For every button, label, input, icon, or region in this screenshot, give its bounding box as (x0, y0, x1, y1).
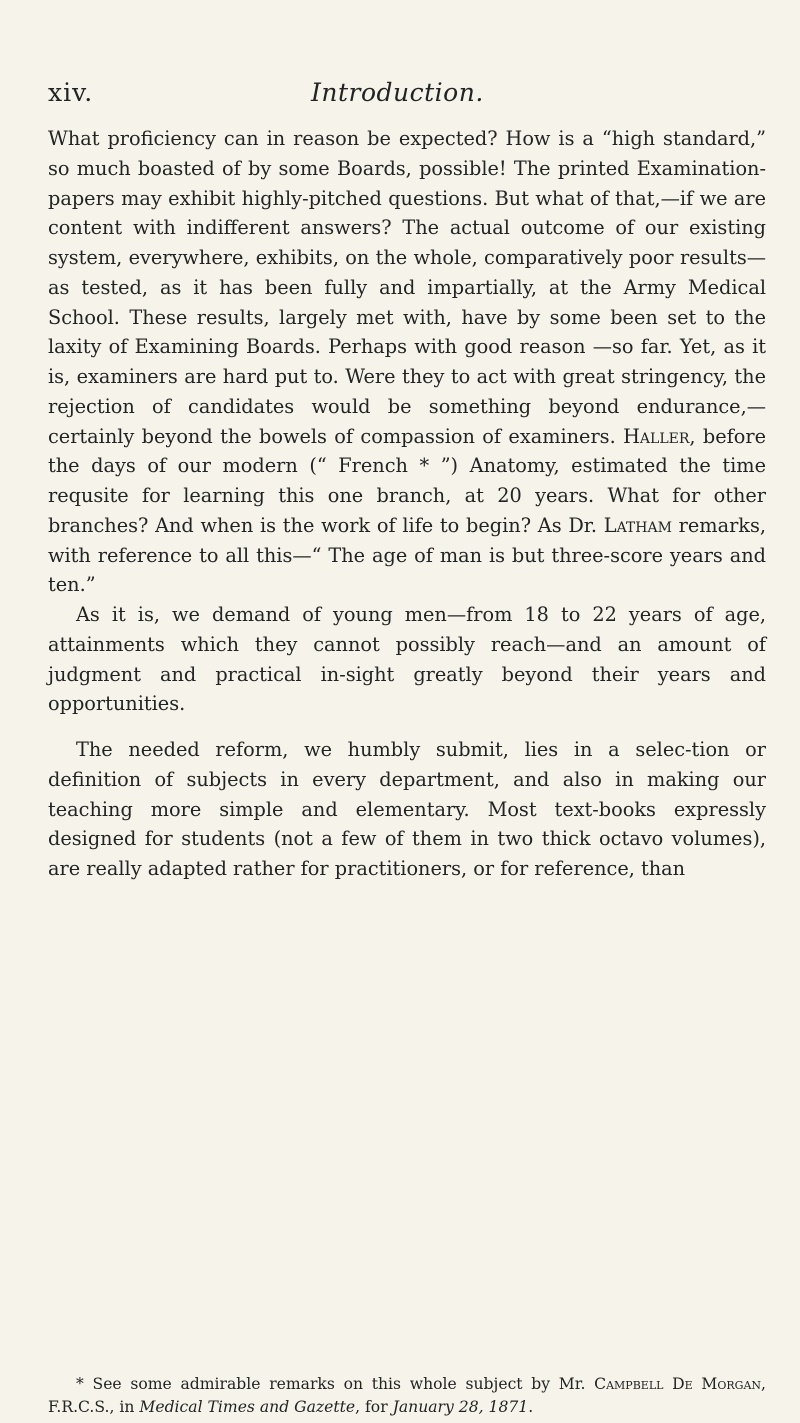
paragraph-1 (48, 124, 766, 600)
paragraph-1-part-b: , before the days of our modern (“ French * ”) Anatomy, estimated the time requsite for learning this one branch, at 20 years. What for other branches? And when is the work of life to begin? As Dr. (48, 424, 766, 537)
page-header (48, 78, 766, 112)
footnote-part-c: , for (355, 1398, 393, 1416)
page-number: xiv. (48, 78, 94, 107)
footnote-part-d: . (528, 1398, 534, 1416)
footnote (48, 1373, 766, 1419)
footnote-part-b: , F.R.C.S., in (48, 1375, 766, 1416)
footnote-author: Campbell De Morgan (594, 1375, 762, 1393)
name-haller: Haller (623, 424, 690, 448)
paragraph-2: As it is, we demand of young men—from 18 to 22 years of age, attainments which they cannot possibly reach—and an amount of judgment and practical in-sight greatly beyond their years and opportunities. (48, 603, 766, 716)
footnote-journal: Medical Times and Gazette (139, 1398, 356, 1416)
footnote-date: January 28, 1871 (392, 1398, 529, 1416)
footnote-part-a: * See some admirable remarks on this whole subject by Mr. (76, 1375, 595, 1393)
name-latham: Latham (603, 513, 672, 537)
paragraph-3: The needed reform, we humbly submit, lies in a selec-tion or definition of subjects in every department, and also in making our teaching more simple and elementary. Most text-books expressly designed for students (not a few of them in two thick octavo volumes), are really adapted rather for practitioners, or for reference, than (48, 738, 766, 880)
paragraph-1-part-a: What proficiency can in reason be expected? How is a “high standard,” so much boasted of by some Boards, possible! The printed Examination-papers may exhibit highly-pitched questions. But what of that,—if we are content with indifferent answers? The actual outcome of our existing system, everywhere, exhibits, on the whole, comparatively poor results—as tested, as it has been fully and impartially, at the Army Medical School. These results, largely met with, have by some been set to the laxity of Examining Boards. Perhaps with good reason —so far. Yet, as it is, examiners are hard put to. Were they to act with great stringency, the rejection of candidates would be something beyond endurance,— certainly beyond the bowels of compassion of examiners. (48, 127, 766, 448)
running-head: Introduction. (311, 78, 484, 107)
body-text (48, 124, 766, 884)
paragraph-1-part-c: remarks, with reference to all this—“ The age of man is but three-score years and ten.” (48, 513, 766, 597)
